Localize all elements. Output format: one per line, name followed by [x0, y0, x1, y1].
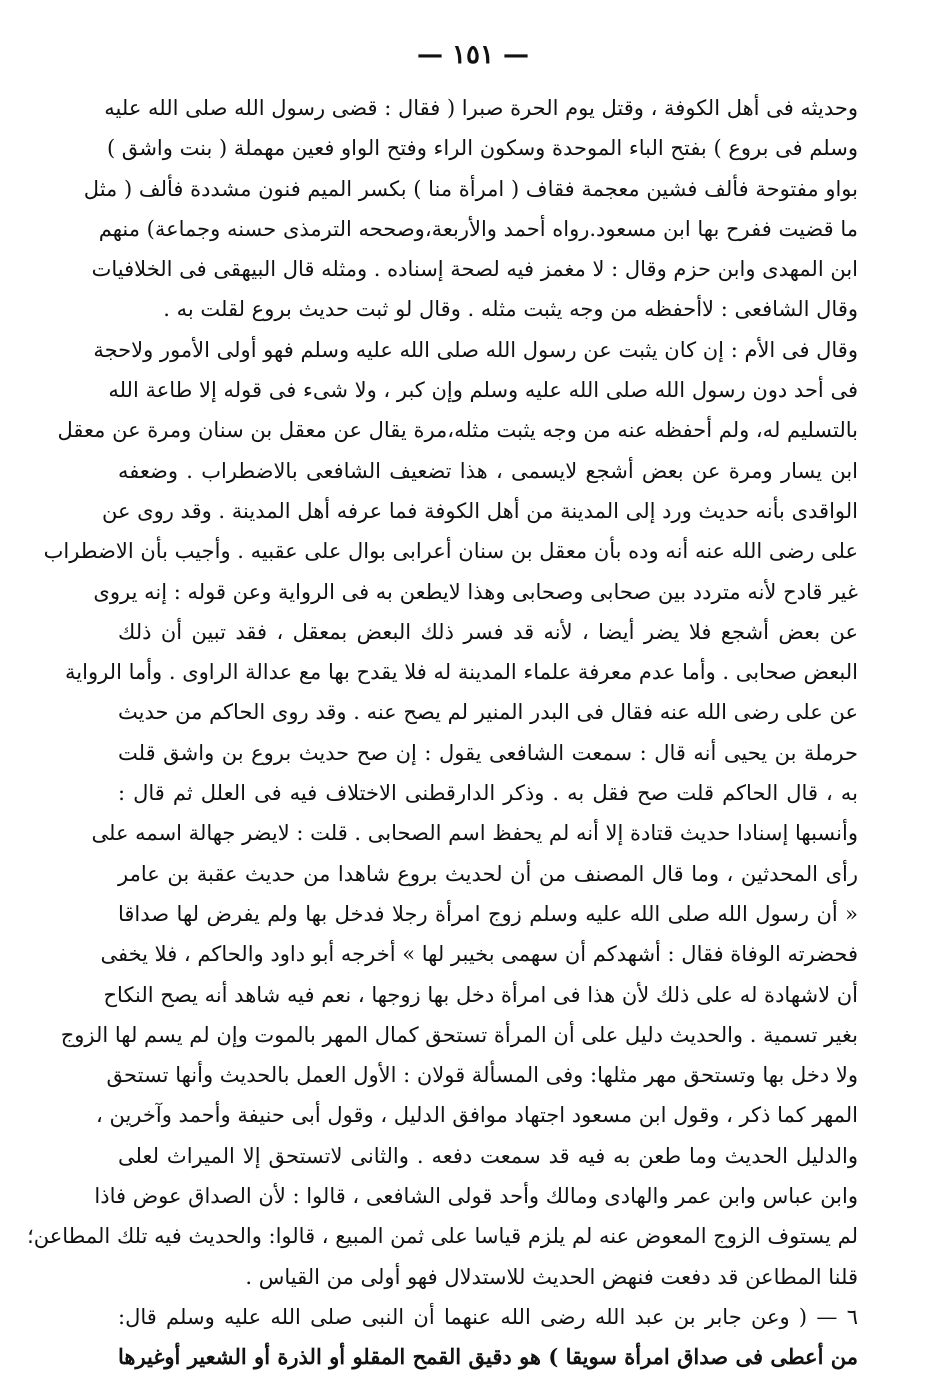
text-line: والدليل الحديث وما طعن به فيه قد سمعت دفعه . والثانى لاتستحق إلا الميراث لعلى [118, 1143, 858, 1168]
text-line: وقال الشافعى : لاأحفظه من وجه يثبت مثله . وقال لو ثبت حديث بروع لقلت به . [163, 297, 858, 322]
text-line: ما قضيت ففرح بها ابن مسعود.رواه أحمد والأربعة،وصححه الترمذى حسنه وجماعة) منهم [98, 216, 858, 241]
text-line: عن على رضى الله عنه فقال فى البدر المنير لم يصح عنه . وقد روى الحاكم من حديث [118, 700, 858, 725]
text-line: قلنا المطاعن قد دفعت فنهض الحديث للاستدلال فهو أولى من القياس . [245, 1264, 858, 1289]
text-line: فحضرته الوفاة فقال : أشهدكم أن سهمى بخيبر لها » أخرجه أبو داود والحاكم ، فلا يخفى [100, 942, 858, 967]
text-line: المهر كما ذكر ، وقول ابن مسعود اجتهاد موافق الدليل ، وقول أبى حنيفة وأحمد وآخرين ، [96, 1103, 858, 1128]
hadith-heading-line: ٦ — ( وعن جابر بن عبد الله رضى الله عنهما أن النبى صلى الله عليه وسلم قال: [118, 1304, 858, 1329]
text-line: بغير تسمية . والحديث دليل على أن المرأة تستحق كمال المهر بالموت وإن لم يسم لها الزوج [60, 1022, 858, 1047]
text-line: وأنسبها إسنادا حديث قتادة إلا أنه لم يحفظ اسم الصحابى . قلت : لايضر جهالة اسمه على [91, 821, 858, 846]
text-line: البعض صحابى . وأما عدم معرفة علماء المدينة له فلا يقدح بها مع عدالة الراوى . وأما الرواية [65, 660, 858, 685]
text-line: الواقدى بأنه حديث ورد إلى المدينة من أهل الكوفة فما عرفه أهل المدينة . وقد روى عن [101, 498, 858, 523]
text-line: وحديثه فى أهل الكوفة ، وقتل يوم الحرة صبرا ( فقال : قضى رسول الله صلى الله عليه [104, 96, 858, 120]
text-line: ابن المهدى وابن حزم وقال : لا مغمز فيه لصحة إسناده . ومثله قال البيهقى فى الخلافيات [91, 257, 858, 282]
text-line: رأى المحدثين ، وما قال المصنف من أن لحديث بروع شاهدا من حديث عقبة بن عامر [118, 861, 858, 886]
text-line: وقال فى الأم : إن كان يثبت عن رسول الله صلى الله عليه وسلم فهو أولى الأمور ولاحجة [93, 337, 858, 362]
text-line: حرملة بن يحيى أنه قال : سمعت الشافعى يقول : إن صح حديث بروع بن واشق قلت [118, 740, 858, 765]
text-line: ولا دخل بها وتستحق مهر مثلها: وفى المسألة قولان : الأول العمل بالحديث وأنها تستحق [106, 1063, 858, 1088]
text-line: غير قادح لأنه متردد بين صحابى وصحابى وهذا لايطعن به فى الرواية وعن قوله : إنه يروى [93, 579, 858, 604]
text-line: « أن رسول الله صلى الله عليه وسلم زوج امرأة رجلا فدخل بها ولم يفرض لها صداقا [118, 901, 858, 926]
text-line: لم يستوف الزوج المعوض عنه لم يلزم قياسا على ثمن المبيع ، قالوا: والحديث فيه تلك المطاعن؛ [27, 1224, 858, 1249]
body-text [27, 88, 858, 1378]
text-line: أن لاشهادة له على ذلك لأن هذا فى امرأة دخل بها زوجها ، نعم فيه شاهد أنه يصح النكاح [103, 982, 858, 1007]
text-line: عن بعض أشجع فلا يضر أيضا ، لأنه قد فسر ذلك البعض بمعقل ، فقد تبين أن ذلك [118, 619, 858, 644]
text-line: به ، قال الحاكم قلت صح فقل به . وذكر الدارقطنى الاختلاف فيه فى العلل ثم قال : [118, 781, 858, 806]
text-line: فى أحد دون رسول الله صلى الله عليه وسلم وإن كبر ، ولا شىء فى قوله إلا طاعة الله [108, 378, 858, 403]
text-line: بواو مفتوحة فألف فشين معجمة فقاف ( امرأة منا ) بكسر الميم فنون مشددة فألف ( مثل [83, 176, 858, 201]
page-number: — ١٥١ — [416, 40, 530, 70]
hadith-text-line: من أعطى فى صداق امرأة سويقا ) هو دقيق القمح المقلو أو الذرة أو الشعير أوغيرها [118, 1344, 858, 1370]
text-line: وسلم فى بروع ) بفتح الباء الموحدة وسكون الراء وفتح الواو فعين مهملة ( بنت واشق ) [106, 136, 858, 161]
text-line: ابن يسار ومرة عن بعض أشجع لايسمى ، هذا تضعيف الشافعى بالاضطراب . وضعفه [118, 458, 858, 483]
text-line: بالتسليم له، ولم أحفظه عنه من وجه يثبت مثله،مرة يقال عن معقل بن سنان ومرة عن معقل [57, 418, 858, 443]
text-line: على رضى الله عنه أنه وده بأن معقل بن سنان أعرابى بوال على عقبيه . وأجيب بأن الاضطراب [43, 539, 858, 564]
text-line: وابن عباس وابن عمر والهادى ومالك وأحد قولى الشافعى ، قالوا : لأن الصداق عوض فاذا [94, 1184, 858, 1209]
